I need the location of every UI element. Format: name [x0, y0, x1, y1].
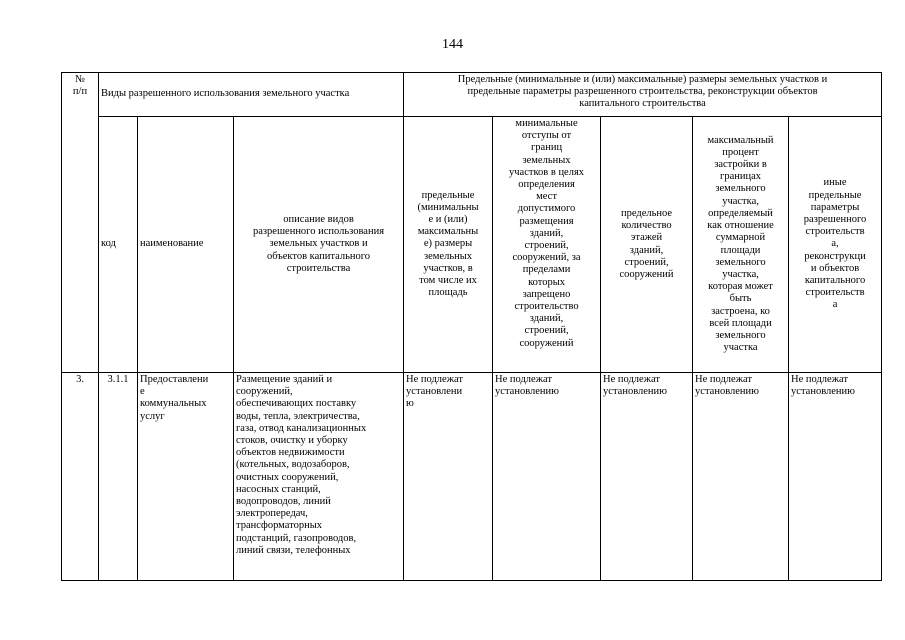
header-name: наименование	[138, 117, 234, 373]
header-row-group	[62, 73, 882, 117]
row-coverage: Не подлежат установлению	[693, 373, 789, 581]
row-sizes: Не подлежат установлени ю	[404, 373, 493, 581]
header-group-limits: Предельные (минимальные и (или) максимальные) размеры земельных участков и предельные параметры разрешенного строительства, реконструкции объектов капитального строительства	[404, 73, 882, 117]
row-setbacks: Не подлежат установлению	[493, 373, 601, 581]
land-use-table	[61, 72, 882, 581]
row-name: Предоставлени е коммунальных услуг	[138, 373, 234, 581]
header-floors: предельное количество этажей зданий, строений, сооружений	[601, 117, 693, 373]
header-description: описание видов разрешенного использования земельных участков и объектов капитального строительства	[234, 117, 404, 373]
row-other: Не подлежат установлению	[789, 373, 882, 581]
header-code: код	[99, 117, 138, 373]
table-row	[62, 373, 882, 581]
header-group-land-use: Виды разрешенного использования земельного участка	[99, 73, 404, 117]
row-np: 3.	[62, 373, 99, 581]
header-sizes: предельные (минимальны е и (или) максимальны е) размеры земельных участков, в том числе их площадь	[404, 117, 493, 373]
header-setbacks: минимальные отступы от границ земельных участков в целях определения мест допустимого размещения зданий, строений, сооружений, за пределами которых запрещено строительство зданий, строений, сооружений	[493, 117, 601, 373]
page-number: 144	[442, 37, 463, 52]
header-other: иные предельные параметры разрешенного строительств а, реконструкци и объектов капитального строительств а	[789, 117, 882, 373]
row-code: 3.1.1	[99, 373, 138, 581]
row-floors: Не подлежат установлению	[601, 373, 693, 581]
header-coverage: максимальный процент застройки в границах земельного участка, определяемый как отношение суммарной площади земельного участка, которая может быть застроена, ко всей площади земельного участка	[693, 117, 789, 373]
header-np: № п/п	[62, 73, 99, 373]
header-row-columns	[62, 117, 882, 373]
row-description: Размещение зданий и сооружений, обеспечивающих поставку воды, тепла, электричества, газа, отвод канализационных стоков, очистку и уборку объектов недвижимости (котельных, водозаборов, очистных сооружений, насосных станций, водопроводов, линий электропередач, трансформаторных подстанций, газопроводов, линий связи, телефонных	[234, 373, 404, 581]
